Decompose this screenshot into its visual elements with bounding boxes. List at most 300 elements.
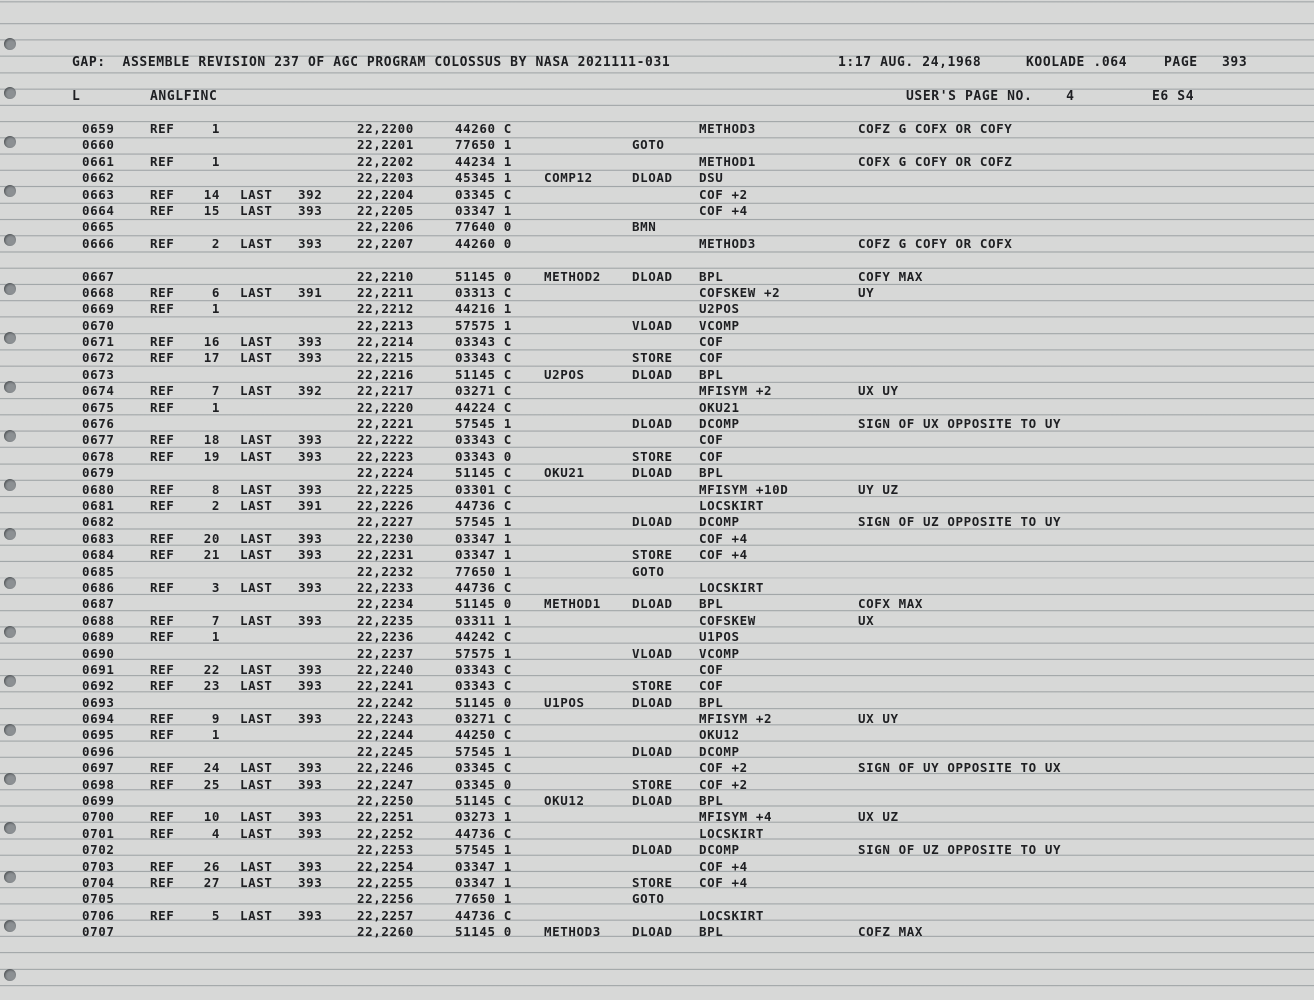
cell-addr: 22,2220 <box>357 399 414 415</box>
cell-comment: SIGN OF UX OPPOSITE TO UY <box>858 416 1062 432</box>
cell-line: 0704 <box>82 874 115 890</box>
listing-row <box>0 236 1314 252</box>
cell-operand: OKU21 <box>699 399 740 415</box>
cell-last: LAST <box>240 481 273 497</box>
cell-operand: COF <box>699 350 724 366</box>
cell-operand: COFSKEW <box>699 612 756 628</box>
cell-ref: REF <box>150 776 175 792</box>
listing-row <box>0 580 1314 596</box>
cell-word: 51145 0 <box>455 924 512 940</box>
cell-last: LAST <box>240 858 273 874</box>
subheader-marker: L <box>72 89 81 104</box>
cell-op: BMN <box>632 219 657 235</box>
cell-operand: OKU12 <box>699 727 740 743</box>
cell-addr: 22,2201 <box>357 137 414 153</box>
cell-lastnum: 393 <box>298 530 323 546</box>
cell-word: 03347 1 <box>455 530 512 546</box>
cell-lastnum: 393 <box>298 678 323 694</box>
cell-line: 0670 <box>82 317 115 333</box>
listing-row <box>0 826 1314 842</box>
listing-row <box>0 285 1314 301</box>
cell-addr: 22,2247 <box>357 776 414 792</box>
cell-lastnum: 393 <box>298 481 323 497</box>
cell-word: 44736 C <box>455 825 512 841</box>
listing-row <box>0 187 1314 203</box>
cell-refnum: 8 <box>211 481 220 497</box>
cell-lastnum: 393 <box>298 809 323 825</box>
cell-word: 44260 C <box>455 121 512 136</box>
cell-word: 03343 C <box>455 661 512 677</box>
cell-op: GOTO <box>632 891 665 907</box>
listing-row <box>0 318 1314 334</box>
cell-last: LAST <box>240 579 273 595</box>
cell-word: 57545 1 <box>455 842 512 858</box>
cell-addr: 22,2246 <box>357 760 414 776</box>
cell-last: LAST <box>240 235 273 251</box>
listing-row <box>0 301 1314 317</box>
cell-last: LAST <box>240 498 273 513</box>
cell-op: DLOAD <box>632 842 673 858</box>
cell-operand: BPL <box>699 924 724 940</box>
cell-addr: 22,2241 <box>357 678 414 694</box>
cell-ref: REF <box>150 612 175 628</box>
cell-op: DLOAD <box>632 514 673 530</box>
cell-word: 51145 0 <box>455 596 512 612</box>
cell-line: 0660 <box>82 137 115 153</box>
cell-operand: COF +2 <box>699 760 748 776</box>
cell-refnum: 2 <box>211 235 220 251</box>
cell-last: LAST <box>240 202 273 218</box>
cell-word: 57575 1 <box>455 645 512 661</box>
cell-operand: LOCSKIRT <box>699 579 765 595</box>
cell-refnum: 16 <box>203 334 220 350</box>
cell-operand: BPL <box>699 268 724 284</box>
cell-ref: REF <box>150 481 175 497</box>
cell-operand: COF <box>699 661 724 677</box>
cell-line: 0684 <box>82 547 115 563</box>
cell-ref: REF <box>150 809 175 825</box>
cell-addr: 22,2226 <box>357 498 414 513</box>
listing-row <box>0 383 1314 399</box>
cell-ref: REF <box>150 825 175 841</box>
cell-word: 03273 1 <box>455 809 512 825</box>
cell-word: 03271 C <box>455 711 512 727</box>
cell-operand: U1POS <box>699 629 740 645</box>
cell-addr: 22,2250 <box>357 793 414 809</box>
cell-ref: REF <box>150 530 175 546</box>
cell-line: 0680 <box>82 481 115 497</box>
cell-lastnum: 393 <box>298 874 323 890</box>
cell-operand: DCOMP <box>699 842 740 858</box>
cell-addr: 22,2244 <box>357 727 414 743</box>
cell-refnum: 1 <box>211 301 220 317</box>
cell-lastnum: 393 <box>298 448 323 464</box>
cell-operand: COF +4 <box>699 202 748 218</box>
feed-hole <box>4 969 16 981</box>
cell-word: 03343 C <box>455 334 512 350</box>
cell-word: 03343 C <box>455 350 512 366</box>
listing-row <box>0 465 1314 481</box>
cell-operand: LOCSKIRT <box>699 907 765 923</box>
listing-row <box>0 777 1314 793</box>
cell-addr: 22,2212 <box>357 301 414 317</box>
listing-row <box>0 891 1314 907</box>
cell-last: LAST <box>240 678 273 694</box>
listing-row <box>0 334 1314 350</box>
cell-lastnum: 392 <box>298 186 323 202</box>
cell-operand: COF +4 <box>699 547 748 563</box>
cell-operand: LOCSKIRT <box>699 498 765 513</box>
listing-row <box>0 252 1314 285</box>
cell-ref: REF <box>150 727 175 743</box>
cell-line: 0691 <box>82 661 115 677</box>
cell-op: DLOAD <box>632 366 673 382</box>
cell-operand: DCOMP <box>699 743 740 759</box>
cell-op: VLOAD <box>632 645 673 661</box>
cell-comment: COFZ G COFX OR COFY <box>858 121 1013 136</box>
cell-line: 0667 <box>82 268 115 284</box>
cell-ref: REF <box>150 498 175 513</box>
cell-line: 0676 <box>82 416 115 432</box>
subheader-users-page: USER'S PAGE NO. 4 <box>906 89 1075 104</box>
cell-word: 57575 1 <box>455 317 512 333</box>
cell-addr: 22,2227 <box>357 514 414 530</box>
cell-label: U1POS <box>544 694 585 710</box>
feed-hole <box>4 38 16 50</box>
cell-ref: REF <box>150 350 175 366</box>
cell-word: 51145 0 <box>455 268 512 284</box>
cell-line: 0678 <box>82 448 115 464</box>
cell-word: 03343 C <box>455 678 512 694</box>
listing-row <box>0 662 1314 678</box>
cell-refnum: 1 <box>211 153 220 169</box>
listing-row <box>0 219 1314 235</box>
listing-row <box>0 564 1314 580</box>
cell-lastnum: 393 <box>298 547 323 563</box>
cell-lastnum: 393 <box>298 858 323 874</box>
listing-row <box>0 154 1314 170</box>
cell-refnum: 1 <box>211 399 220 415</box>
feed-hole <box>4 87 16 99</box>
cell-word: 03347 1 <box>455 874 512 890</box>
cell-ref: REF <box>150 711 175 727</box>
cell-addr: 22,2213 <box>357 317 414 333</box>
cell-word: 03347 1 <box>455 858 512 874</box>
cell-ref: REF <box>150 202 175 218</box>
cell-last: LAST <box>240 530 273 546</box>
listing-row <box>0 203 1314 219</box>
cell-word: 57545 1 <box>455 743 512 759</box>
cell-addr: 22,2252 <box>357 825 414 841</box>
listing-row <box>0 449 1314 465</box>
listing-row <box>0 514 1314 530</box>
cell-line: 0688 <box>82 612 115 628</box>
cell-ref: REF <box>150 907 175 923</box>
cell-comment: COFX G COFY OR COFZ <box>858 153 1013 169</box>
cell-line: 0697 <box>82 760 115 776</box>
cell-lastnum: 392 <box>298 383 323 399</box>
cell-ref: REF <box>150 547 175 563</box>
cell-ref: REF <box>150 301 175 317</box>
listing-row <box>0 678 1314 694</box>
cell-refnum: 10 <box>203 809 220 825</box>
cell-ref: REF <box>150 383 175 399</box>
page-header-title: GAP: ASSEMBLE REVISION 237 OF AGC PROGRAM COLOSSUS BY NASA 2021111-031 <box>72 55 671 70</box>
cell-addr: 22,2216 <box>357 366 414 382</box>
cell-addr: 22,2256 <box>357 891 414 907</box>
cell-ref: REF <box>150 284 175 300</box>
cell-line: 0701 <box>82 825 115 841</box>
cell-op: GOTO <box>632 563 665 579</box>
cell-line: 0699 <box>82 793 115 809</box>
cell-op: DLOAD <box>632 268 673 284</box>
cell-addr: 22,2205 <box>357 202 414 218</box>
cell-comment: SIGN OF UZ OPPOSITE TO UY <box>858 514 1062 530</box>
cell-word: 45345 1 <box>455 170 512 186</box>
cell-addr: 22,2233 <box>357 579 414 595</box>
cell-last: LAST <box>240 284 273 300</box>
cell-op: DLOAD <box>632 694 673 710</box>
cell-operand: MFISYM +2 <box>699 711 773 727</box>
cell-addr: 22,2211 <box>357 284 414 300</box>
cell-lastnum: 393 <box>298 776 323 792</box>
cell-operand: MFISYM +10D <box>699 481 789 497</box>
listing-row <box>0 547 1314 563</box>
cell-operand: COF <box>699 334 724 350</box>
cell-line: 0705 <box>82 891 115 907</box>
cell-refnum: 19 <box>203 448 220 464</box>
page-header-koolade: KOOLADE .064 <box>1026 55 1128 70</box>
cell-line: 0669 <box>82 301 115 317</box>
cell-addr: 22,2234 <box>357 596 414 612</box>
cell-lastnum: 393 <box>298 661 323 677</box>
cell-lastnum: 393 <box>298 334 323 350</box>
cell-refnum: 27 <box>203 874 220 890</box>
listing-row <box>0 875 1314 891</box>
cell-op: VLOAD <box>632 317 673 333</box>
cell-op: DLOAD <box>632 596 673 612</box>
cell-refnum: 14 <box>203 186 220 202</box>
listing-row <box>0 432 1314 448</box>
listing-row <box>0 596 1314 612</box>
cell-ref: REF <box>150 629 175 645</box>
cell-op: GOTO <box>632 137 665 153</box>
page-header-page-label: PAGE <box>1164 55 1198 70</box>
cell-ref: REF <box>150 448 175 464</box>
cell-addr: 22,2221 <box>357 416 414 432</box>
cell-line: 0685 <box>82 563 115 579</box>
cell-addr: 22,2251 <box>357 809 414 825</box>
cell-line: 0692 <box>82 678 115 694</box>
cell-operand: METHOD3 <box>699 121 756 136</box>
cell-lastnum: 393 <box>298 760 323 776</box>
cell-addr: 22,2235 <box>357 612 414 628</box>
cell-operand: COF +4 <box>699 530 748 546</box>
cell-refnum: 1 <box>211 629 220 645</box>
cell-ref: REF <box>150 399 175 415</box>
cell-line: 0659 <box>82 121 115 136</box>
cell-line: 0702 <box>82 842 115 858</box>
cell-addr: 22,2253 <box>357 842 414 858</box>
cell-word: 03347 1 <box>455 547 512 563</box>
cell-word: 77650 1 <box>455 563 512 579</box>
cell-line: 0666 <box>82 235 115 251</box>
cell-last: LAST <box>240 186 273 202</box>
cell-word: 03301 C <box>455 481 512 497</box>
cell-addr: 22,2237 <box>357 645 414 661</box>
cell-last: LAST <box>240 432 273 448</box>
listing-row <box>0 809 1314 825</box>
cell-comment: COFZ G COFY OR COFX <box>858 235 1013 251</box>
cell-refnum: 24 <box>203 760 220 776</box>
cell-word: 51145 0 <box>455 694 512 710</box>
cell-word: 03343 C <box>455 432 512 448</box>
cell-op: DLOAD <box>632 743 673 759</box>
cell-line: 0698 <box>82 776 115 792</box>
listing-row <box>0 498 1314 514</box>
cell-op: STORE <box>632 448 673 464</box>
cell-refnum: 18 <box>203 432 220 448</box>
cell-refnum: 5 <box>211 907 220 923</box>
cell-word: 03345 0 <box>455 776 512 792</box>
cell-label: METHOD1 <box>544 596 601 612</box>
listing-row <box>0 727 1314 743</box>
listing-row <box>0 908 1314 924</box>
cell-last: LAST <box>240 825 273 841</box>
cell-comment: SIGN OF UZ OPPOSITE TO UY <box>858 842 1062 858</box>
cell-operand: U2POS <box>699 301 740 317</box>
cell-last: LAST <box>240 907 273 923</box>
cell-line: 0687 <box>82 596 115 612</box>
cell-operand: BPL <box>699 596 724 612</box>
cell-refnum: 20 <box>203 530 220 546</box>
cell-operand: BPL <box>699 793 724 809</box>
cell-addr: 22,2204 <box>357 186 414 202</box>
cell-last: LAST <box>240 776 273 792</box>
cell-refnum: 26 <box>203 858 220 874</box>
cell-addr: 22,2240 <box>357 661 414 677</box>
cell-line: 0677 <box>82 432 115 448</box>
cell-operand: BPL <box>699 465 724 481</box>
cell-op: STORE <box>632 547 673 563</box>
cell-op: STORE <box>632 350 673 366</box>
cell-comment: SIGN OF UY OPPOSITE TO UX <box>858 760 1062 776</box>
cell-last: LAST <box>240 874 273 890</box>
cell-addr: 22,2210 <box>357 268 414 284</box>
cell-refnum: 23 <box>203 678 220 694</box>
cell-addr: 22,2223 <box>357 448 414 464</box>
cell-lastnum: 393 <box>298 235 323 251</box>
cell-line: 0696 <box>82 743 115 759</box>
cell-addr: 22,2224 <box>357 465 414 481</box>
cell-operand: COF +4 <box>699 874 748 890</box>
cell-op: STORE <box>632 776 673 792</box>
cell-operand: COF <box>699 678 724 694</box>
cell-ref: REF <box>150 153 175 169</box>
cell-operand: VCOMP <box>699 317 740 333</box>
cell-line: 0689 <box>82 629 115 645</box>
cell-word: 44216 1 <box>455 301 512 317</box>
cell-comment: COFY MAX <box>858 268 924 284</box>
cell-operand: COF <box>699 448 724 464</box>
cell-line: 0661 <box>82 153 115 169</box>
cell-comment: COFZ MAX <box>858 924 924 940</box>
cell-word: 03271 C <box>455 383 512 399</box>
cell-last: LAST <box>240 760 273 776</box>
cell-word: 44234 1 <box>455 153 512 169</box>
cell-operand: COF +2 <box>699 776 748 792</box>
cell-label: COMP12 <box>544 170 593 186</box>
listing-row <box>0 744 1314 760</box>
cell-ref: REF <box>150 874 175 890</box>
cell-word: 03311 1 <box>455 612 512 628</box>
listing-row <box>0 137 1314 153</box>
cell-line: 0674 <box>82 383 115 399</box>
cell-word: 51145 C <box>455 366 512 382</box>
cell-line: 0681 <box>82 498 115 513</box>
cell-addr: 22,2231 <box>357 547 414 563</box>
cell-operand: DSU <box>699 170 724 186</box>
cell-last: LAST <box>240 612 273 628</box>
cell-refnum: 25 <box>203 776 220 792</box>
cell-lastnum: 393 <box>298 202 323 218</box>
listing-row <box>0 416 1314 432</box>
cell-refnum: 17 <box>203 350 220 366</box>
cell-refnum: 2 <box>211 498 220 513</box>
cell-ref: REF <box>150 858 175 874</box>
cell-lastnum: 393 <box>298 579 323 595</box>
cell-last: LAST <box>240 547 273 563</box>
cell-operand: DCOMP <box>699 416 740 432</box>
cell-operand: METHOD3 <box>699 235 756 251</box>
listing-row <box>0 793 1314 809</box>
cell-ref: REF <box>150 760 175 776</box>
cell-line: 0673 <box>82 366 115 382</box>
cell-label: OKU12 <box>544 793 585 809</box>
cell-word: 03345 C <box>455 186 512 202</box>
cell-line: 0671 <box>82 334 115 350</box>
cell-addr: 22,2217 <box>357 383 414 399</box>
cell-refnum: 6 <box>211 284 220 300</box>
listing-row <box>0 646 1314 662</box>
cell-operand: BPL <box>699 366 724 382</box>
cell-word: 57545 1 <box>455 416 512 432</box>
cell-last: LAST <box>240 661 273 677</box>
cell-operand: DCOMP <box>699 514 740 530</box>
cell-lastnum: 393 <box>298 432 323 448</box>
cell-refnum: 1 <box>211 121 220 136</box>
cell-word: 03343 0 <box>455 448 512 464</box>
listing-row <box>0 760 1314 776</box>
cell-word: 51145 C <box>455 465 512 481</box>
cell-ref: REF <box>150 678 175 694</box>
cell-refnum: 7 <box>211 383 220 399</box>
cell-operand: MFISYM +4 <box>699 809 773 825</box>
cell-addr: 22,2232 <box>357 563 414 579</box>
cell-addr: 22,2222 <box>357 432 414 448</box>
cell-addr: 22,2254 <box>357 858 414 874</box>
cell-last: LAST <box>240 809 273 825</box>
cell-label: OKU21 <box>544 465 585 481</box>
cell-comment: UX UY <box>858 383 899 399</box>
cell-ref: REF <box>150 334 175 350</box>
cell-line: 0690 <box>82 645 115 661</box>
listing-row <box>0 400 1314 416</box>
cell-comment: COFX MAX <box>858 596 924 612</box>
assembly-listing <box>0 121 1314 941</box>
cell-last: LAST <box>240 334 273 350</box>
listing-row <box>0 531 1314 547</box>
